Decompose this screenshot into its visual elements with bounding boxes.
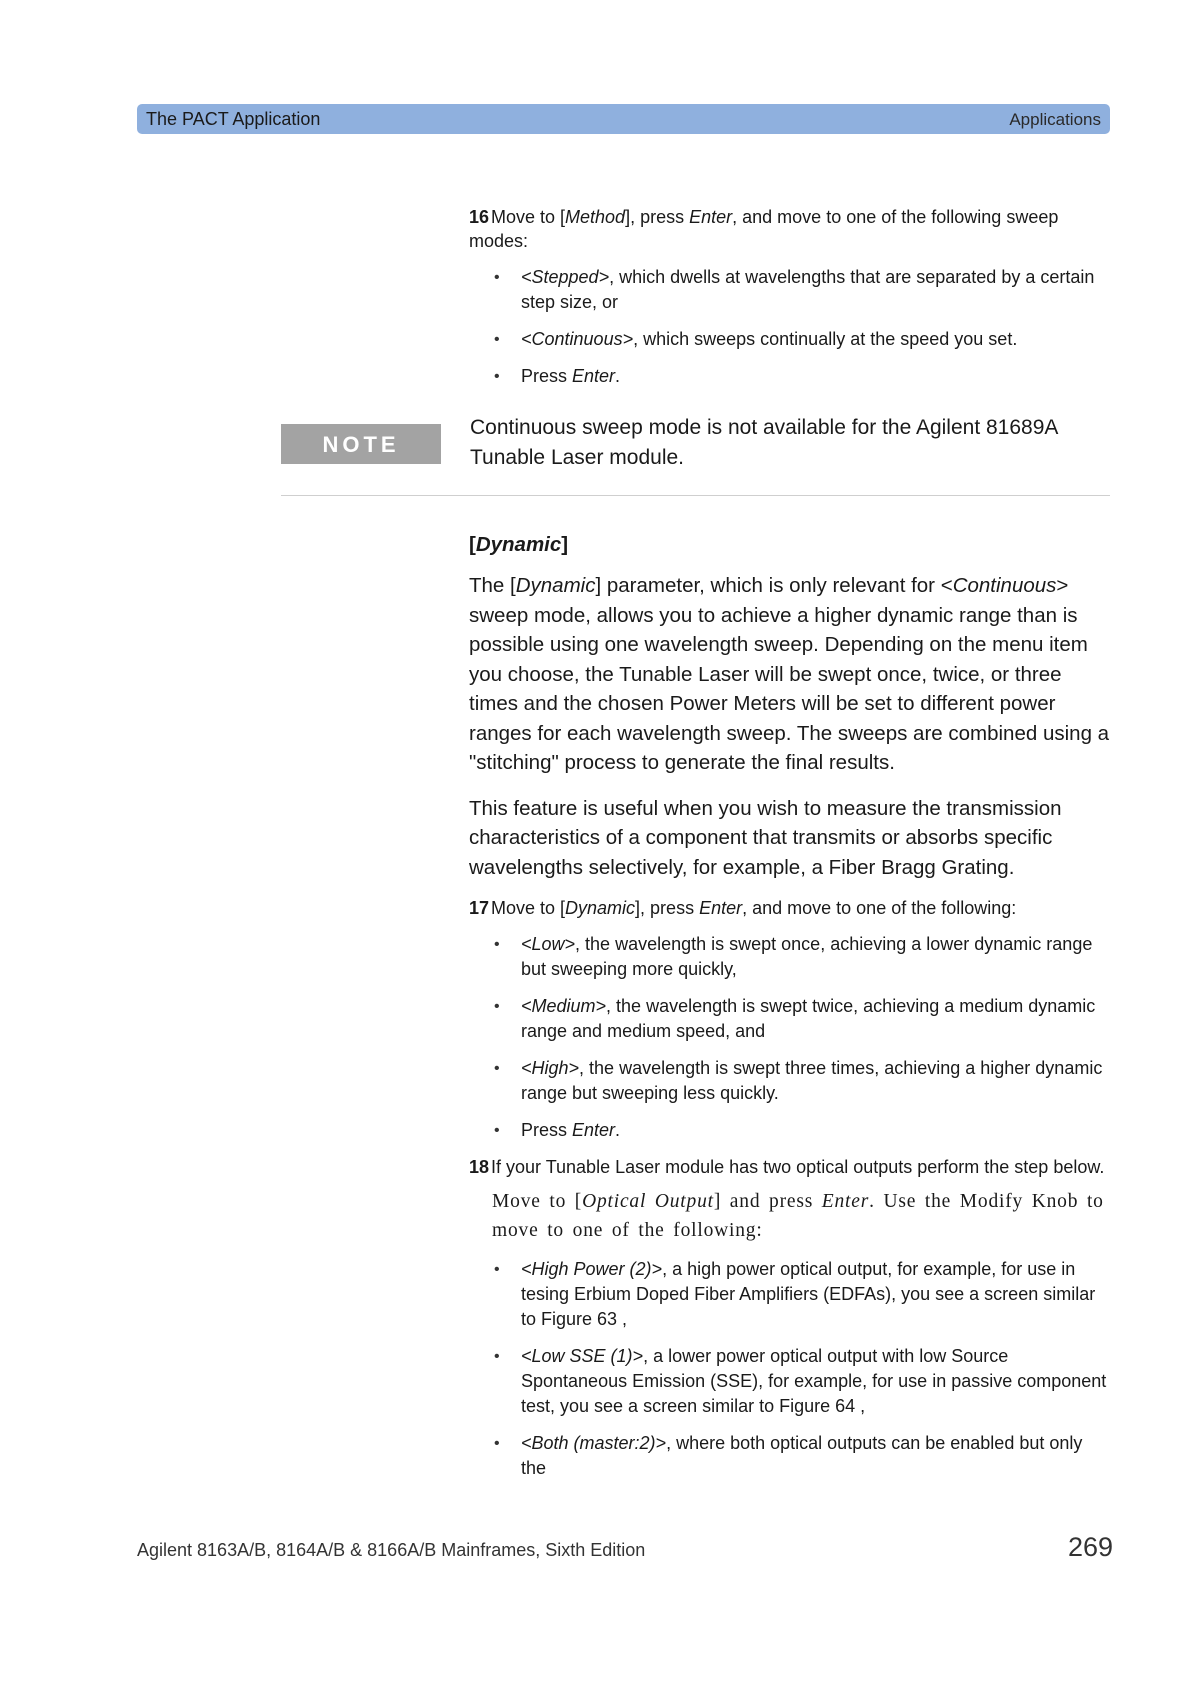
note-text: Continuous sweep mode is not available for the Agilent 81689A Tunable Laser module. [470,416,1058,469]
list-item: • <Low SSE (1)>, a lower power optical output with low Source Spontaneous Emission (SSE), for example, for use in passive component test, you see a screen similar to Figure 64 , [494,1346,1107,1416]
list-item: • Press Enter. [494,366,621,386]
footer-document-title: Agilent 8163A/B, 8164A/B & 8166A/B Mainframes, Sixth Edition [137,1540,646,1560]
list-item: • <Both (master:2)>, where both optical outputs can be enabled but only the [494,1433,1083,1478]
header-chapter-title: Applications [1009,110,1101,129]
list-item: • <Continuous>, which sweeps continually at the speed you set. [494,329,1018,349]
step-number: 16 [469,207,490,227]
step-16: 16 Move to [Method], press Enter, and move to one of the following sweep modes: [469,207,1059,251]
page-number: 269 [1067,1532,1113,1562]
dynamic-section [469,533,1110,1481]
sweep-mode-list [469,265,1110,389]
section-heading: [Dynamic] [469,533,569,556]
step-17: 17 Move to [Dynamic], press Enter, and move to one of the following: [469,898,1017,918]
step-18: 18 If your Tunable Laser module has two optical outputs perform the step below. [469,1157,1105,1177]
dynamic-paragraph-1: The [Dynamic] parameter, which is only relevant for <Continuous> sweep mode, allows you to achieve a higher dynamic range than is possible using one wavelength sweep. Depending on the menu item you choose, the Tunable Laser will be swept once, twice, or three times and the chosen Power Meters will be set to different power ranges for each wavelength sweep. The sweeps are combined using a "stitching" process to generate the final results. [469,574,1110,774]
list-item: • <Medium>, the wavelength is swept twice, achieving a medium dynamic range and medium speed, and [494,996,1096,1041]
list-item: • <High>, the wavelength is swept three times, achieving a higher dynamic range but sweeping less quickly. [494,1058,1103,1103]
step-16-block [469,205,1110,389]
divider [281,495,1110,496]
step-number: 17 [469,898,490,918]
list-item: • <Low>, the wavelength is swept once, achieving a lower dynamic range but sweeping more quickly, [494,934,1093,979]
list-item: • Press Enter. [494,1120,621,1140]
list-item: • <Stepped>, which dwells at wavelengths that are separated by a certain step size, or [494,267,1095,312]
list-item: • <High Power (2)>, a high power optical output, for example, for use in tesing Erbium Doped Fiber Amplifiers (EDFAs), you see a screen similar to Figure 63 , [494,1259,1096,1329]
dynamic-option-list [469,932,1110,1143]
note-label: NOTE [281,424,441,464]
step-18-instruction: Move to [Optical Output] and press Enter. Use the Modify Knob to move to one of the following: [492,1191,1104,1241]
header-section-title: The PACT Application [146,109,321,129]
optical-output-list [469,1257,1110,1481]
step-number: 18 [469,1157,490,1177]
header-bar [137,104,1110,134]
dynamic-paragraph-2: This feature is useful when you wish to measure the transmission characteristics of a component that transmits or absorbs specific wavelengths selectively, for example, a Fiber Bragg Grating. [469,796,1062,879]
